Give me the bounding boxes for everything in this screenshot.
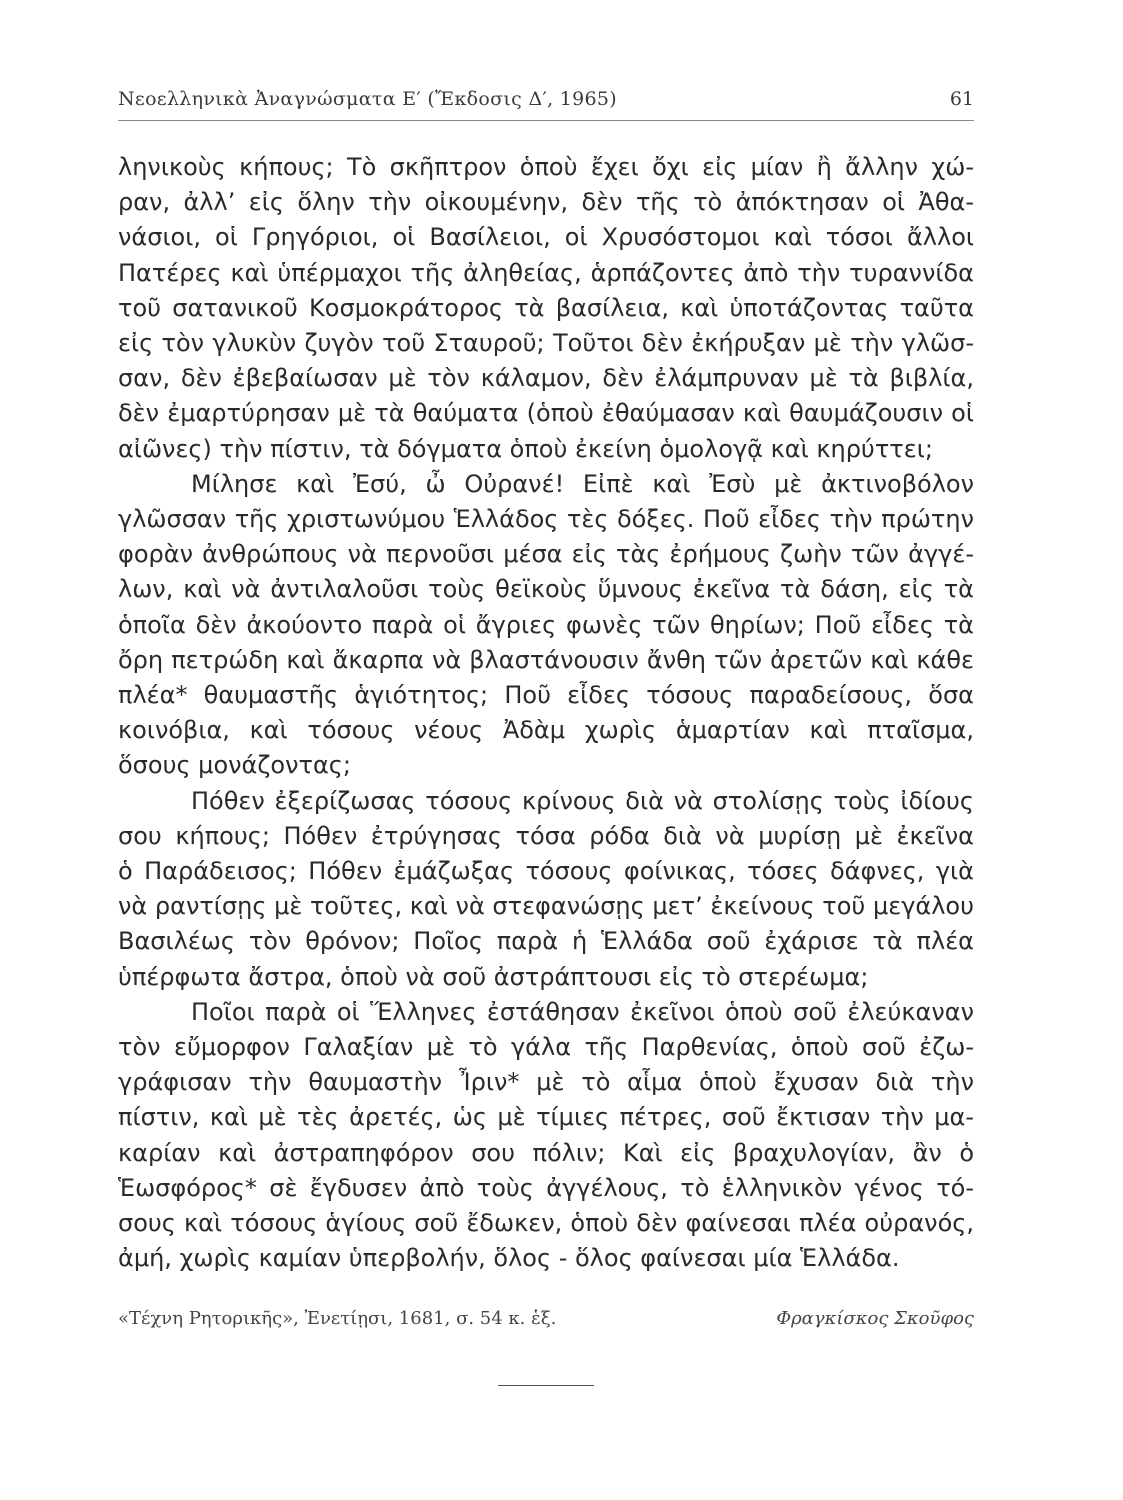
text-line: ὁ Παράδεισος; Πόθεν ἐμάζωξας τόσους φοίνικας, τόσες δάφνες, γιὰ <box>118 857 974 886</box>
text-line: ληνικοὺς κήπους; Τὸ σκῆπτρον ὁποὺ ἔχει ὄχι εἰς μίαν ἢ ἄλλην χώ- <box>118 153 974 181</box>
text-line: ὁποῖα δὲν ἀκούοντο παρὰ οἱ ἄγριες φωνὲς τῶν θηρίων; Ποῦ εἶδες τὰ <box>118 610 974 639</box>
author-name: Φραγκίσκος Σκοῦφος <box>776 1308 974 1329</box>
text-line: τοῦ σατανικοῦ Κοσμοκράτορος τὰ βασίλεια, καὶ ὑποτάζοντας ταῦτα <box>118 293 974 322</box>
text-line: Μίλησε καὶ Ἐσύ, ὦ Οὐρανέ! Εἰπὲ καὶ Ἐσὺ μὲ ἀκτινοβόλον <box>191 469 974 498</box>
text-line: αἰῶνες) τὴν πίστιν, τὰ δόγματα ὁποὺ ἐκείνη ὁμολογᾷ καὶ κηρύττει; <box>118 434 933 463</box>
source-attribution <box>118 1308 974 1338</box>
text-line: Πόθεν ἐξερίζωσας τόσους κρίνους διὰ νὰ στολίσῃς τοὺς ἰδίους <box>191 786 974 815</box>
text-line: πίστιν, καὶ μὲ τὲς ἀρετές, ὡς μὲ τίμιες πέτρες, σοῦ ἔκτισαν τὴν μα- <box>118 1103 974 1132</box>
text-line: ραν, ἀλλ’ εἰς ὅλην τὴν οἰκουμένην, δὲν τῆς τὸ ἀπόκτησαν οἱ Ἀθα- <box>118 188 974 217</box>
text-line: ἀμή, χωρὶς καμίαν ὑπερβολήν, ὅλος - ὅλος φαίνεσαι μία Ἑλλάδα. <box>118 1244 900 1273</box>
text-line: κοινόβια, καὶ τόσους νέους Ἀδὰμ χωρὶς ἁμαρτίαν καὶ πταῖσμα, <box>118 716 974 745</box>
text-line: Ἑωσφόρος* σὲ ἔγδυσεν ἀπὸ τοὺς ἀγγέλους, τὸ ἑλληνικὸν γένος τό- <box>118 1173 974 1202</box>
running-header <box>118 86 974 121</box>
text-line: φορὰν ἀνθρώπους νὰ περνοῦσι μέσα εἰς τὰς ἐρήμους ζωὴν τῶν ἀγγέ- <box>118 540 974 569</box>
paragraph <box>118 995 974 1277</box>
body-text <box>118 150 974 1277</box>
text-line: τὸν εὔμορφον Γαλαξίαν μὲ τὸ γάλα τῆς Παρθενίας, ὁποὺ σοῦ ἐζω- <box>118 1033 974 1062</box>
text-line: σους καὶ τόσους ἁγίους σοῦ ἔδωκεν, ὁποὺ δὲν φαίνεσαι πλέα οὐρανός, <box>118 1209 974 1238</box>
text-line: λων, καὶ νὰ ἀντιλαλοῦσι τοὺς θεϊκοὺς ὕμνους ἐκεῖνα τὰ δάση, εἰς τὰ <box>118 575 974 604</box>
text-line: εἰς τὸν γλυκὺν ζυγὸν τοῦ Σταυροῦ; Τοῦτοι δὲν ἐκήρυξαν μὲ τὴν γλῶσ- <box>118 329 974 358</box>
text-line: πλέα* θαυμαστῆς ἁγιότητος; Ποῦ εἶδες τόσους παραδείσους, ὅσα <box>118 681 974 710</box>
text-line: Ποῖοι παρὰ οἱ Ἕλληνες ἐστάθησαν ἐκεῖνοι ὁποὺ σοῦ ἐλεύκαναν <box>191 997 974 1026</box>
text-line: Βασιλέως τὸν θρόνον; Ποῖος παρὰ ἡ Ἑλλάδα σοῦ ἐχάρισε τὰ πλέα <box>118 927 974 956</box>
text-line: δὲν ἐμαρτύρησαν μὲ τὰ θαύματα (ὁποὺ ἐθαύμασαν καὶ θαυμάζουσιν οἱ <box>118 399 974 428</box>
text-line: νάσιοι, οἱ Γρηγόριοι, οἱ Βασίλειοι, οἱ Χρυσόστομοι καὶ τόσοι ἄλλοι <box>118 223 974 252</box>
paragraph <box>118 784 974 995</box>
page-number: 61 <box>949 88 974 110</box>
paragraph <box>118 467 974 784</box>
text-line: καρίαν καὶ ἀστραπηφόρον σου πόλιν; Καὶ εἰς βραχυλογίαν, ἂν ὁ <box>118 1138 974 1167</box>
text-line: Πατέρες καὶ ὑπέρμαχοι τῆς ἀληθείας, ἁρπάζοντες ἀπὸ τὴν τυραννίδα <box>118 258 974 287</box>
book-title: Νεοελληνικὰ Ἀναγνώσματα Ε′ (Ἔκδοσις Δ′, 1965) <box>118 88 618 110</box>
text-line: σαν, δὲν ἐβεβαίωσαν μὲ τὸν κάλαμον, δὲν ἐλάμπρυναν μὲ τὰ βιβλία, <box>118 364 974 393</box>
paragraph <box>118 150 974 467</box>
text-line: σου κήπους; Πόθεν ἐτρύγησας τόσα ρόδα διὰ νὰ μυρίσῃ μὲ ἐκεῖνα <box>118 821 974 850</box>
source-citation: «Τέχνη Ρητορικῆς», Ἐνετίῃσι, 1681, σ. 54 κ. ἑξ. <box>118 1308 557 1329</box>
text-line: γράφισαν τὴν θαυμαστὴν Ἶριν* μὲ τὸ αἷμα ὁποὺ ἔχυσαν διὰ τὴν <box>118 1068 974 1097</box>
text-line: νὰ ραντίσῃς μὲ τοῦτες, καὶ νὰ στεφανώσῃς μετ’ ἐκείνους τοῦ μεγάλου <box>118 892 974 921</box>
text-line: γλῶσσαν τῆς χριστωνύμου Ἑλλάδος τὲς δόξες. Ποῦ εἶδες τὴν πρώτην <box>118 505 974 534</box>
text-line: ὅσους μονάζοντας; <box>118 751 351 780</box>
text-line: ὑπέρφωτα ἄστρα, ὁποὺ νὰ σοῦ ἀστράπτουσι εἰς τὸ στερέωμα; <box>118 962 869 991</box>
text-line: ὄρη πετρώδη καὶ ἄκαρπα νὰ βλαστάνουσιν ἄνθη τῶν ἀρετῶν καὶ κάθε <box>118 645 974 674</box>
end-divider <box>498 1385 594 1386</box>
